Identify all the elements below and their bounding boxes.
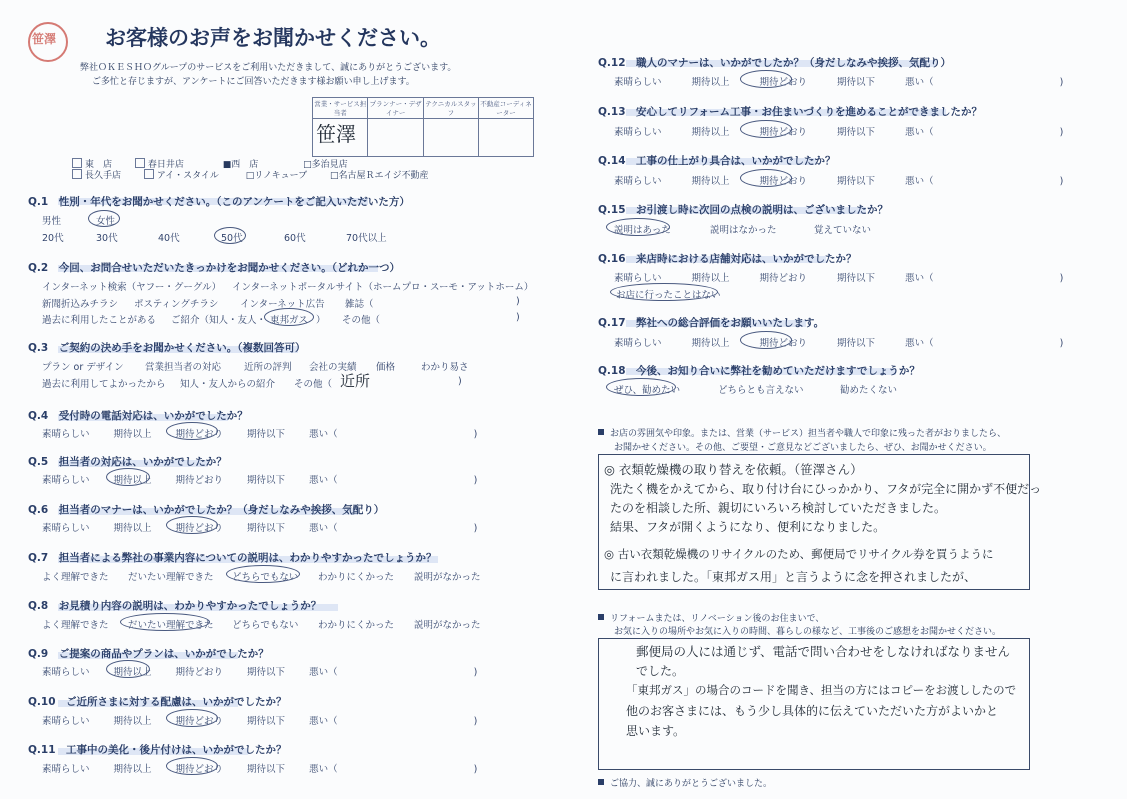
comment2-line: 他のお客さまには、もう少し具体的に伝えていただいた方がよいかと — [626, 704, 999, 718]
q8-opt: だいたい理解できた — [128, 620, 214, 631]
q1-title: Q.1 性別・年代をお聞かせください。（このアンケートをご記入いただいた方） — [28, 196, 410, 208]
q11-rating-row: 素晴らしい 期待以上 期待どおり 期待以下 悪い（ ) — [42, 764, 478, 775]
q1-female: 女性 — [96, 216, 116, 227]
q6-title: Q.6 担当者のマナーは、いかがでしたか？（身だしなみや挨拶、気配り） — [28, 504, 385, 516]
comment1-line: 洗たく機をかえてから、取り付け台にひっかかり、フタが完全に開かず不便だっ — [610, 482, 1042, 496]
q9-circle — [106, 660, 150, 678]
q2-opt: インターネット検索（ヤフー・グーグル） — [42, 282, 222, 293]
q16-title: Q.16 来店時における店舗対応は、いかがでしたか？ — [598, 253, 857, 265]
q2-opt: 過去に利用したことがある — [42, 315, 157, 326]
staff-name-handwritten: 笹澤 — [316, 122, 356, 146]
staff-header-tech: テクニカルスタッフ — [423, 98, 478, 119]
q15-opt: 説明はなかった — [710, 225, 777, 236]
q2-tohogas-circle — [264, 308, 314, 326]
staff-header-realestate: 不動産コーディネーター — [478, 98, 533, 119]
q8-opt: どちらでもない — [232, 620, 299, 631]
q2-opt: ) — [516, 312, 520, 323]
q11-circle — [166, 757, 218, 775]
comment1-line: に言われました。「東邦ガス用」と言うように念を押されましたが、 — [610, 570, 977, 584]
comment2-line: 「東邦ガス」の場合のコードを聞き、担当の方にはコピーをお渡ししたので — [626, 683, 1017, 697]
q2-opt: インターネットポータルサイト（ホームプロ・スーモ・アットホーム） — [232, 282, 534, 293]
q7-title: Q.7 担当者による弊社の事業内容についての説明は、わかりやすかったでしょうか？ — [28, 552, 437, 564]
q1-age-50-circle — [214, 227, 246, 244]
q8-opt: わかりにくかった — [318, 620, 395, 631]
staff-header-planner: プランナー・デザイナー — [368, 98, 423, 119]
q13-rating-row: 素晴らしい 期待以上 期待どおり 期待以下 悪い（ ) — [614, 127, 1064, 138]
q7-circle — [226, 565, 300, 583]
store-label: 春日井店 — [147, 160, 184, 170]
q18-opt: どちらとも言えない — [718, 385, 804, 396]
q3-opt: 知人・友人からの紹介 — [180, 379, 276, 390]
q5-rating-row: 素晴らしい 期待以上 期待どおり 期待以下 悪い（ ) — [42, 475, 478, 486]
q2-opt: インターネット広告 — [240, 299, 325, 310]
q8-opt: 説明がなかった — [414, 620, 481, 631]
q12-title: Q.12 職人のマナーは、いかがでしたか？（身だしなみや挨拶、気配り） — [598, 57, 952, 69]
q3-opt: わかり易さ — [421, 362, 469, 373]
q2-opt: その他（ — [342, 315, 381, 326]
staff-header-sales: 営業・サービス担当者 — [313, 98, 368, 119]
q1-age-20: 20代 — [42, 233, 64, 244]
staff-realestate-cell — [478, 119, 533, 157]
q16-extra: お店に行ったことはない — [616, 290, 721, 301]
thanks-line: ご協力、誠にありがとうございました。 — [598, 776, 772, 789]
bullet-square-icon — [598, 614, 604, 620]
q2-opt: ポスティングチラシ — [134, 299, 219, 310]
store-label: ■西 店 — [222, 160, 259, 170]
q7-opt: だいたい理解できた — [128, 572, 214, 583]
page-title: お客様のお声をお聞かせください。 — [105, 26, 441, 50]
q18-circle — [606, 378, 676, 396]
q1-female-circle — [88, 210, 120, 227]
intro-line-2: ご多忙と存じますが、アンケートにご回答いただきます様お願い申し上げます。 — [92, 77, 415, 87]
comment2-prompt-1: リフォームまたは、リノベーション後のお住まいで、 — [598, 611, 824, 624]
q15-title: Q.15 お引渡し時に次回の点検の説明は、ございましたか？ — [598, 204, 889, 216]
q7-opt: よく理解できた — [42, 572, 109, 583]
comment1-line: 結果、フタが開くようになり、便利になりました。 — [610, 520, 886, 534]
store-label: □リノキューブ — [245, 171, 308, 181]
q3-title: Q.3 ご契約の決め手をお聞かせください。（複数回答可） — [28, 342, 306, 354]
q1-age-70: 70代以上 — [346, 233, 387, 244]
q14-title: Q.14 工事の仕上がり具合は、いかがでしたか？ — [598, 155, 836, 167]
q10-circle — [166, 709, 218, 727]
staff-tech-cell — [423, 119, 478, 157]
store-label: アイ・スタイル — [156, 171, 219, 181]
staff-planner-cell — [368, 119, 423, 157]
q3-opt: 近所の評判 — [244, 362, 292, 373]
seal-text: 笹澤 — [32, 32, 57, 46]
store-label: 東 店 — [85, 160, 113, 170]
q11-title: Q.11 工事中の美化・後片付けは、いかがでしたか？ — [28, 744, 287, 756]
q10-rating-row: 素晴らしい 期待以上 期待どおり 期待以下 悪い（ ) — [42, 716, 478, 727]
q1-age-60: 60代 — [284, 233, 306, 244]
q14-rating-row: 素晴らしい 期待以上 期待どおり 期待以下 悪い（ ) — [614, 176, 1064, 187]
q8-title: Q.8 お見積り内容の説明は、わかりやすかったでしょうか？ — [28, 600, 322, 612]
q13-circle — [740, 120, 792, 138]
q2-opt: 東邦ガス — [270, 315, 309, 326]
q17-circle — [740, 331, 792, 349]
q1-age-50: 50代 — [221, 233, 243, 244]
store-label: □名古屋Ｒエイジ不動産 — [330, 171, 429, 181]
bullet-square-icon — [598, 779, 604, 785]
comment1-prompt-2: お聞かせください。その他、ご要望・ご意見などございましたら、ぜひ、お聞かせください。 — [614, 443, 992, 453]
q3-opt: 過去に利用してよかったから — [42, 379, 166, 390]
q2-opt: 新聞折込みチラシ — [42, 299, 119, 310]
q3-opt: 価格 — [376, 362, 396, 373]
store-label: 長久手店 — [85, 171, 122, 181]
store-label: □多治見店 — [303, 160, 348, 170]
store-checkbox[interactable] — [72, 158, 82, 168]
store-checkbox[interactable] — [135, 158, 145, 168]
q3-opt: 営業担当者の対応 — [145, 362, 222, 373]
q13-title: Q.13 安心してリフォーム工事・お住まいづくりを進めることができましたか？ — [598, 106, 983, 118]
comment2-line: でした。 — [636, 664, 685, 678]
q3-opt: プラン or デザイン — [42, 362, 124, 373]
comment1-prompt-1: お店の雰囲気や印象。または、営業（サービス）担当者や職人で印象に残った者がおりましたら、 — [598, 426, 1006, 439]
q17-rating-row: 素晴らしい 期待以上 期待どおり 期待以下 悪い（ ) — [614, 338, 1064, 349]
comment2-line: 郵便局の人には通じず、電話で問い合わせをしなければなりません — [636, 644, 1011, 659]
q10-title: Q.10 ご近所さまに対する配慮は、いかがでしたか？ — [28, 696, 287, 708]
q1-age-30: 30代 — [96, 233, 118, 244]
q5-title: Q.5 担当者の対応は、いかがでしたか？ — [28, 456, 227, 468]
q6-rating-row: 素晴らしい 期待以上 期待どおり 期待以下 悪い（ ) — [42, 523, 478, 534]
q2-opt: ） — [316, 315, 326, 326]
q1-age-40: 40代 — [158, 233, 180, 244]
q3-opt: その他（ — [294, 379, 333, 390]
q7-opt: どちらでもない — [232, 572, 299, 583]
q15-opt: 覚えていない — [814, 225, 872, 236]
store-checkbox[interactable] — [144, 169, 154, 179]
store-row-2 — [72, 168, 429, 181]
comment2-prompt-2: お気に入りの場所やお気に入りの時間、暮らしの様など、工事後のご感想をお聞かせください。 — [614, 627, 1002, 637]
q15-circle — [606, 218, 670, 236]
q2-opt: ご紹介（知人・友人・ — [171, 315, 267, 326]
store-checkbox[interactable] — [72, 169, 82, 179]
q16-circle — [610, 283, 718, 301]
q9-rating-row: 素晴らしい 期待以上 期待どおり 期待以下 悪い（ ) — [42, 667, 478, 678]
q14-circle — [740, 169, 792, 187]
q4-title: Q.4 受付時の電話対応は、いかがでしたか？ — [28, 410, 248, 422]
q4-rating-row: 素晴らしい 期待以上 期待どおり 期待以下 悪い（ ) — [42, 429, 478, 440]
q18-title: Q.18 今後、お知り合いに弊社を勧めていただけますでしょうか？ — [598, 365, 920, 377]
q12-circle — [740, 70, 792, 88]
q6-circle — [166, 516, 218, 534]
q3-opt: ) — [458, 376, 462, 387]
q3-opt: 会社の実績 — [309, 362, 357, 373]
q4-circle — [166, 422, 218, 440]
q2-opt: ) — [516, 296, 520, 307]
q8-opt: よく理解できた — [42, 620, 109, 631]
q3-other-handwritten: 近所 — [340, 372, 371, 390]
q16-rating-row: 素晴らしい 期待以上 期待どおり 期待以下 悪い（ ) — [614, 273, 1064, 284]
intro-line-1: 弊社ＯＫＥＳＨＯグループのサービスをご利用いただきまして、誠にありがとうございます。 — [80, 63, 457, 73]
q5-circle — [106, 468, 150, 486]
q17-title: Q.17 弊社への総合評価をお願いいたします。 — [598, 317, 825, 329]
comment1-line: ◎ 衣類乾燥機の取り替えを依頼。（笹澤さん） — [604, 462, 863, 477]
q15-opt: 説明はあった — [614, 225, 671, 236]
comment2-line: 思います。 — [626, 724, 686, 738]
q12-rating-row: 素晴らしい 期待以上 期待どおり 期待以下 悪い（ ) — [614, 77, 1064, 88]
q18-opt: 勧めたくない — [840, 385, 898, 396]
q1-male: 男性 — [42, 216, 62, 227]
bullet-square-icon — [598, 429, 604, 435]
q18-opt: ぜひ、勧めたい — [614, 385, 681, 396]
q7-opt: 説明がなかった — [414, 572, 481, 583]
q9-title: Q.9 ご提案の商品やプランは、いかがでしたか？ — [28, 648, 269, 660]
q2-title: Q.2 今回、お問合せいただいたきっかけをお聞かせください。（どれか一つ） — [28, 262, 400, 274]
q2-opt: 雑誌（ — [345, 299, 374, 310]
q7-opt: わかりにくかった — [318, 572, 395, 583]
q8-circle — [120, 613, 210, 631]
comment1-line: ◎ 古い衣類乾燥機のリサイクルのため、郵便局でリサイクル券を買うように — [604, 547, 994, 561]
comment1-line: たのを相談した所、親切にいろいろ検討していただきました。 — [610, 501, 947, 515]
